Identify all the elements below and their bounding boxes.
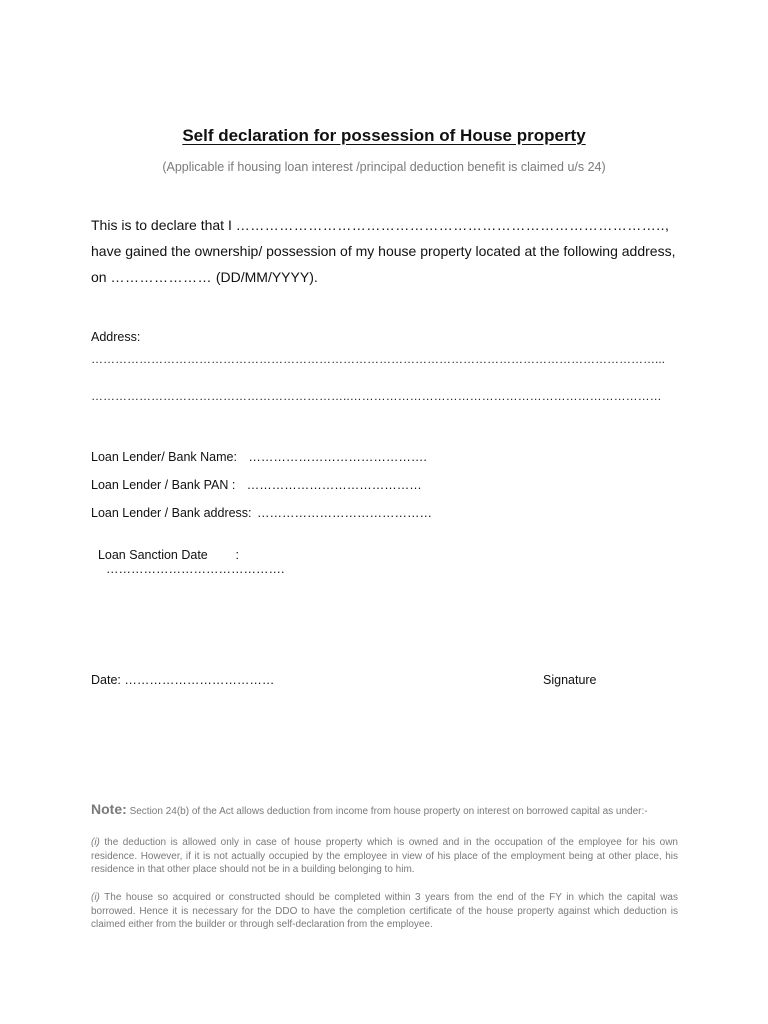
note-item-1-text: the deduction is allowed only in case of house property which is owned and in the occupation of the employee for his own residence. However, if it is not actually occupied by the employee in view of his place of the employment being at other place, his residence in that other place should not be in a building belonging to him. — [91, 837, 678, 875]
date-format-hint: (DD/MM/YYYY). — [215, 269, 318, 285]
on-label: on — [91, 269, 107, 285]
page-subtitle: (Applicable if housing loan interest /principal deduction benefit is claimed u/s 24) — [162, 160, 606, 174]
signature-label: Signature — [543, 673, 597, 687]
address-label: Address: — [91, 330, 141, 344]
loan-lender-address-label: Loan Lender / Bank address: — [91, 506, 252, 520]
loan-lender-pan-row — [91, 478, 422, 492]
loan-lender-pan-blank[interactable]: …………………………………… — [246, 478, 422, 492]
page-title: Self declaration for possession of House property — [182, 126, 586, 145]
possession-date-blank[interactable]: ………………… — [110, 269, 212, 285]
note-item-1-marker: (i) — [91, 837, 100, 848]
loan-lender-pan-label: Loan Lender / Bank PAN : — [91, 478, 236, 492]
loan-sanction-date-blank[interactable]: ……………………………………. — [105, 562, 285, 576]
declaration-line-2: have gained the ownership/ possession of my house property located at the following address, — [91, 243, 676, 259]
note-label: Note: — [91, 801, 127, 817]
date-label: Date: — [91, 673, 121, 687]
date-blank[interactable]: ……………………………… — [124, 673, 275, 687]
note-intro-text: Section 24(b) of the Act allows deduction from income from house property on interest on borrowed capital as under:- — [129, 806, 648, 817]
declaration-line-3 — [91, 264, 677, 290]
loan-lender-address-row — [91, 506, 432, 520]
note-item-2-text: The house so acquired or constructed should be completed within 3 years from the end of the FY in which the capital was borrowed. Hence it is necessary for the DDO to have the completion certificate of the house property against which deduction is claimed either from the builder or through self-declaration from the employee. — [91, 892, 678, 930]
loan-sanction-date-label: Loan Sanction Date : — [97, 548, 240, 562]
note-item-1 — [91, 836, 678, 877]
loan-sanction-date-row — [91, 534, 284, 576]
address-blank-line-1[interactable]: ……………………………………………………………………………………………………………………………... — [91, 352, 666, 366]
note-item-2-marker: (i) — [91, 892, 100, 903]
note-intro — [91, 803, 678, 819]
date-row — [91, 673, 274, 687]
declaration-line-1 — [91, 212, 677, 238]
loan-lender-name-label: Loan Lender/ Bank Name: — [91, 450, 237, 464]
loan-lender-address-blank[interactable]: …………………………………… — [257, 506, 433, 520]
name-blank[interactable]: …………………………………………………………………………….., — [235, 217, 670, 233]
note-item-2 — [91, 891, 678, 932]
declaration-prefix: This is to declare that I — [91, 217, 232, 233]
declaration-paragraph — [91, 212, 677, 290]
loan-lender-name-blank[interactable]: ……………………………………. — [248, 450, 427, 464]
loan-lender-name-row — [91, 450, 427, 464]
address-blank-line-2[interactable]: ………………………………………………………..…………………………………………………………………… — [91, 389, 662, 403]
